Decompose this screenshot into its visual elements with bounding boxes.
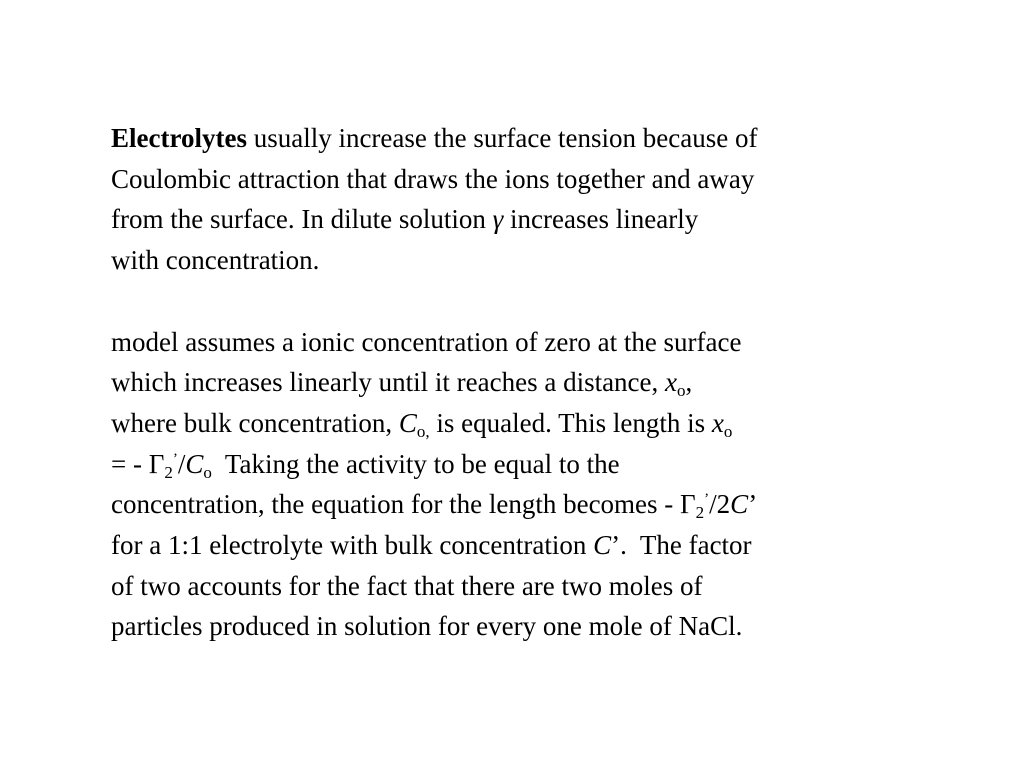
text-line: with concentration. bbox=[111, 245, 320, 276]
paragraph-electrolytes bbox=[111, 118, 951, 281]
text-line bbox=[111, 403, 951, 444]
text-span: = - Γ bbox=[111, 448, 165, 479]
text-span: ’ bbox=[748, 489, 758, 520]
text-line: particles produced in solution for every one mole of NaCl. bbox=[111, 611, 743, 642]
text-span: ’. The factor bbox=[611, 530, 752, 561]
symbol-c: C bbox=[730, 489, 749, 520]
text-span: from the surface. In dilute solution bbox=[111, 204, 493, 235]
superscript: ’ bbox=[172, 450, 178, 467]
text-line bbox=[111, 118, 951, 159]
text-span: is equaled. This length is bbox=[429, 407, 712, 438]
symbol-x: x bbox=[665, 367, 678, 398]
symbol-c: C bbox=[398, 407, 417, 438]
text-span: Taking the activity to be equal to the bbox=[211, 448, 620, 479]
text-span: concentration, the equation for the length becomes - Γ bbox=[111, 489, 696, 520]
text-span: usually increase the surface tension because of bbox=[246, 123, 758, 153]
text-line bbox=[111, 199, 951, 240]
subscript: o bbox=[677, 381, 686, 401]
subscript: o, bbox=[416, 421, 430, 441]
subscript: 2 bbox=[164, 462, 173, 482]
text-line: Coulombic attraction that draws the ions together and away bbox=[111, 163, 755, 194]
paragraph-model bbox=[111, 322, 951, 648]
text-span: , bbox=[685, 367, 693, 398]
text-span: /2 bbox=[709, 489, 731, 520]
paragraph-gap bbox=[111, 281, 951, 322]
subscript: o bbox=[723, 421, 733, 441]
text-span: where bulk concentration, bbox=[111, 407, 399, 438]
gamma-symbol: γ bbox=[492, 204, 504, 235]
symbol-c: C bbox=[185, 448, 204, 479]
subscript: o bbox=[203, 462, 212, 482]
subscript: 2 bbox=[695, 503, 705, 523]
text-span: for a 1:1 electrolyte with bulk concentration bbox=[111, 530, 594, 561]
text-span: which increases linearly until it reaches a distance, bbox=[111, 367, 666, 398]
text-line bbox=[111, 444, 951, 485]
text-line: model assumes a ionic concentration of zero at the surface bbox=[111, 326, 742, 357]
text-line bbox=[111, 525, 951, 566]
text-span: / bbox=[177, 448, 186, 479]
symbol-c: C bbox=[593, 530, 612, 561]
symbol-x: x bbox=[711, 407, 724, 438]
text-span: increases linearly bbox=[503, 204, 699, 235]
superscript: ’ bbox=[704, 491, 710, 508]
text-line bbox=[111, 362, 951, 403]
text-line bbox=[111, 484, 951, 525]
term-electrolytes: Electrolytes bbox=[111, 123, 247, 153]
text-line: of two accounts for the fact that there are two moles of bbox=[111, 570, 703, 601]
slide-body bbox=[111, 118, 951, 647]
